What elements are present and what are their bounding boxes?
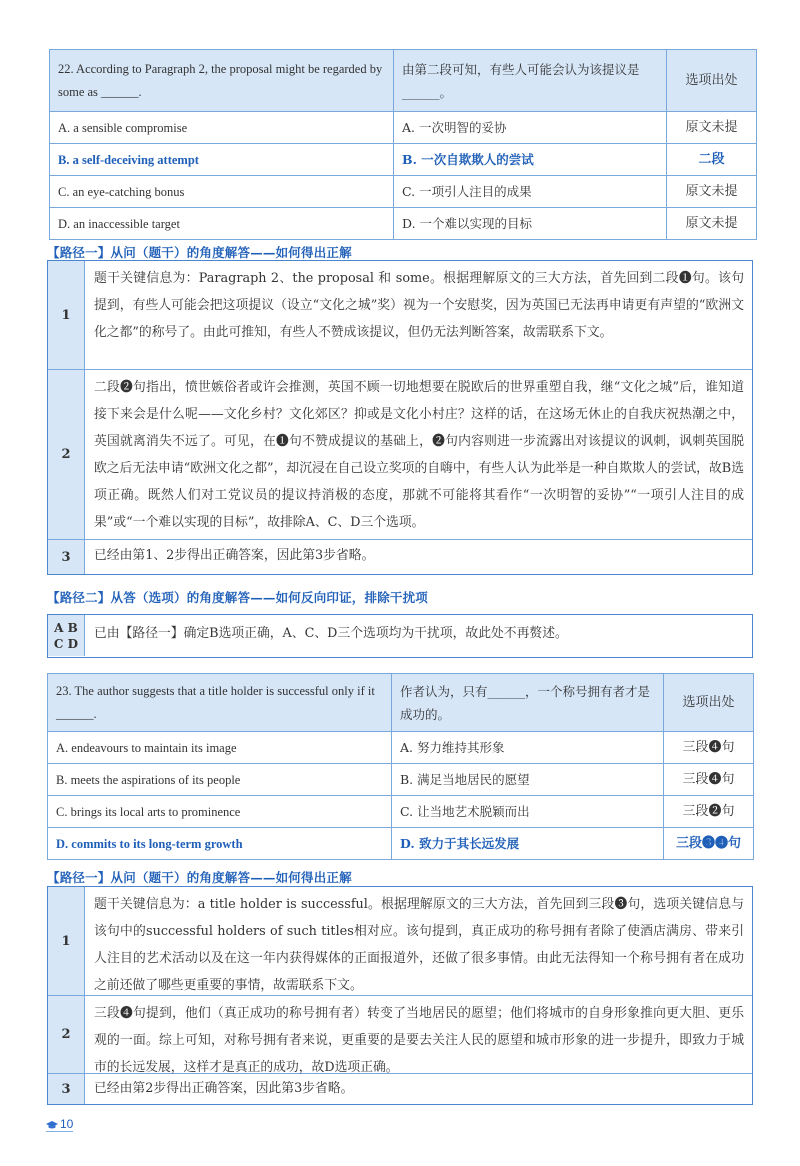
option-en: B. meets the aspirations of its people: [48, 764, 392, 796]
option-source: 三段❷句: [664, 796, 754, 828]
page-number: [46, 1117, 73, 1132]
step-row: [48, 995, 752, 1073]
q22-path2-steps: [47, 614, 753, 658]
step-text: 已经由第1、2步得出正确答案，因此第3步省略。: [94, 548, 375, 563]
q22-options-table: [49, 49, 757, 240]
option-zh: C. 一项引人注目的成果: [394, 176, 667, 208]
step-number: 2: [48, 996, 85, 1073]
q22-question-zh: 由第二段可知，有些人可能会认为该提议是______。: [394, 50, 667, 112]
option-en: C. brings its local arts to prominence: [48, 796, 392, 828]
step-number: 1: [48, 887, 85, 995]
step-text: 二段❷句指出，愤世嫉俗者或许会推测，英国不顾一切地想要在脱欧后的世界重塑自我，继“文化之城”后，谁知道接下来会是什么呢——文化乡村？文化郊区？抑或是文化小村庄？这样的话，在这场无休止的自我庆祝热潮之中，英国就离消失不远了。可见，在❶句不赞成提议的基础上，❷句内容则进一步流露出对该提议的讽刺，讽刺英国脱欧之后无法申请“欧洲文化之都”，却沉浸在自己设立奖项的自嗨中，有些人认为此举是一种自欺欺人的尝试，故B选项正确。既然人们对工党议员的提议持消极的态度，那就不可能将其看作“一次明智的妥协”“一项引人注目的成果”或“一个难以实现的目标”，故排除A、C、D三个选项。: [94, 380, 744, 530]
q22-option-b: [50, 144, 757, 176]
step-row: [48, 887, 752, 995]
step-row: [48, 539, 752, 574]
step-row: [48, 369, 752, 539]
step-text: 题干关键信息为：a title holder is successful。根据理解原文的三大方法，首先回到三段❸句，选项关键信息与该句中的successful holders of such titles相对应。该句提到，真正成功的称号拥有者除了使酒店满房、带来引人注目的艺术活动以及在这一年内获得媒体的正面报道外，还做了很多事情。由此无法得知一个称号拥有者在成功之前还做了哪些更重要的事情，故需联系下文。: [94, 897, 744, 993]
step-row: [48, 1073, 752, 1104]
q22-path1-title: 【路径一】从问（题干）的角度解答——如何得出正解: [47, 245, 352, 260]
option-zh: A. 努力维持其形象: [392, 732, 664, 764]
step-options-label: [48, 615, 85, 656]
option-zh: B. 满足当地居民的愿望: [392, 764, 664, 796]
option-en: C. an eye-catching bonus: [50, 176, 394, 208]
option-en: D. an inaccessible target: [50, 208, 394, 240]
option-zh: B. 一次自欺欺人的尝试: [394, 144, 667, 176]
option-source: 三段❹句: [664, 732, 754, 764]
option-zh: D. 致力于其长远发展: [392, 828, 664, 860]
option-zh: D. 一个难以实现的目标: [394, 208, 667, 240]
option-zh: A. 一次明智的妥协: [394, 112, 667, 144]
step-number: 2: [48, 370, 85, 539]
step-text: 题干关键信息为：Paragraph 2、the proposal 和 some。根据理解原文的三大方法，首先回到二段❶句。该句提到，有些人可能会把这项提议（设立“文化之城”奖）视为一个安慰奖，因为英国已无法再申请更有声望的“欧洲文化之都”的称号了。由此可推知，有些人不赞成该提议，但仍无法判断答案，故需联系下文。: [94, 271, 744, 340]
step-number: 3: [48, 1074, 85, 1104]
page-number-text: 10: [60, 1117, 74, 1131]
q23-option-c: [48, 796, 754, 828]
q23-option-b: [48, 764, 754, 796]
options-label-top: A B: [54, 620, 78, 635]
q22-option-c: [50, 176, 757, 208]
option-en: D. commits to its long-term growth: [48, 828, 392, 860]
step-text: 已经由第2步得出正确答案，因此第3步省略。: [94, 1081, 354, 1096]
step-text: 三段❹句提到，他们（真正成功的称号拥有者）转变了当地居民的愿望；他们将城市的自身形象推向更大胆、更乐观的一面。综上可知，对称号拥有者来说，更重要的是要去关注人民的愿望和城市形象的进一步提升，即致力于城市的长远发展，这样才是真正的成功，故D选项正确。: [94, 1006, 744, 1075]
q22-path1-steps: [47, 260, 753, 575]
q23-path1-steps: [47, 886, 753, 1105]
q22-source-header: 选项出处: [667, 50, 757, 112]
step-row: [48, 261, 752, 369]
q23-source-header: 选项出处: [664, 674, 754, 732]
option-source: 原文未提: [667, 208, 757, 240]
q23-path1-title: 【路径一】从问（题干）的角度解答——如何得出正解: [47, 870, 352, 885]
options-label-bottom: C D: [53, 636, 79, 651]
option-en: A. a sensible compromise: [50, 112, 394, 144]
q22-option-a: [50, 112, 757, 144]
step-text: 已由【路径一】确定B选项正确，A、C、D三个选项均为干扰项，故此处不再赘述。: [94, 626, 568, 641]
q22-path2-title: 【路径二】从答（选项）的角度解答——如何反向印证，排除干扰项: [47, 590, 429, 605]
q22-header-row: [50, 50, 757, 112]
step-number: 3: [48, 540, 85, 574]
option-source: 三段❹句: [664, 764, 754, 796]
q23-option-d: [48, 828, 754, 860]
option-en: B. a self-deceiving attempt: [50, 144, 394, 176]
q22-option-d: [50, 208, 757, 240]
graduation-cap-icon: [46, 1121, 58, 1129]
option-source: 原文未提: [667, 112, 757, 144]
q23-option-a: [48, 732, 754, 764]
step-row: [48, 615, 752, 656]
q23-question-zh: 作者认为，只有______，一个称号拥有者才是成功的。: [392, 674, 664, 732]
option-zh: C. 让当地艺术脱颖而出: [392, 796, 664, 828]
option-en: A. endeavours to maintain its image: [48, 732, 392, 764]
option-source: 原文未提: [667, 176, 757, 208]
q23-options-table: [47, 673, 754, 860]
q23-header-row: [48, 674, 754, 732]
q23-question-en: 23. The author suggests that a title holder is successful only if it ______.: [48, 674, 392, 732]
option-source: 三段❸❹句: [664, 828, 754, 860]
q22-question-en: 22. According to Paragraph 2, the proposal might be regarded by some as ______.: [50, 50, 394, 112]
step-number: 1: [48, 261, 85, 369]
option-source: 二段: [667, 144, 757, 176]
